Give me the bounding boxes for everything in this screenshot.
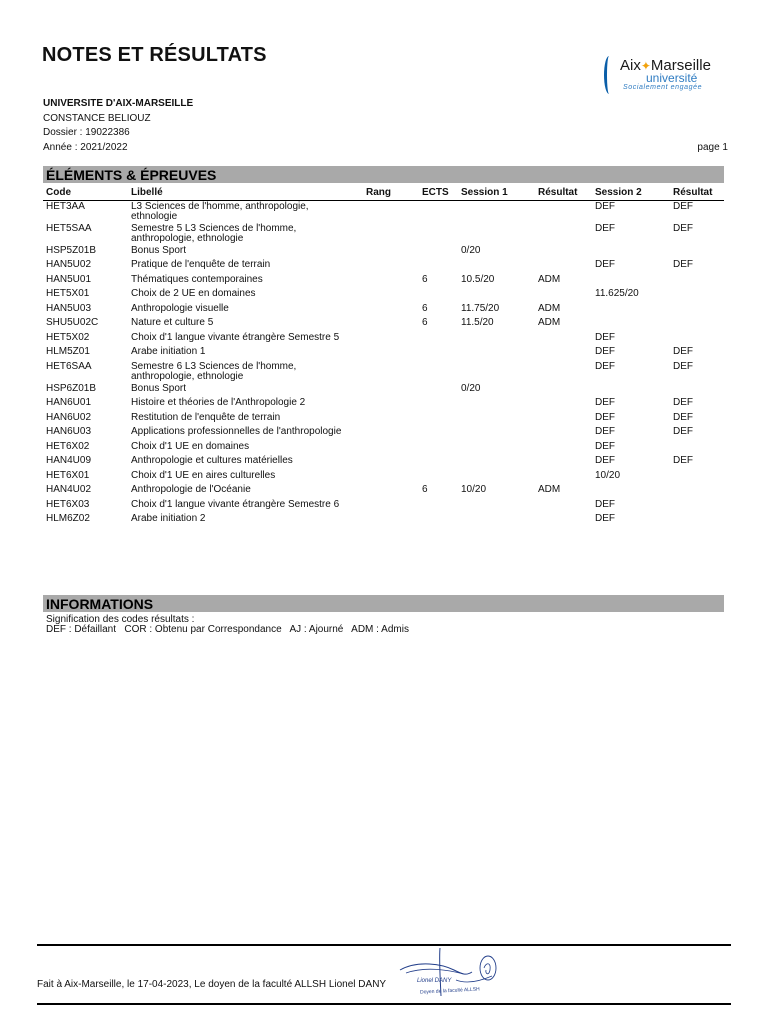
footer-divider-bottom xyxy=(37,1003,731,1005)
cell-session1 xyxy=(458,499,535,514)
cell-code: HAN5U03 xyxy=(46,302,92,314)
cell-result1 xyxy=(535,223,592,245)
cell-session1 xyxy=(458,346,535,361)
cell-result2 xyxy=(670,317,724,332)
cell-rang xyxy=(363,412,419,427)
cell-ects: 6 xyxy=(422,273,428,285)
cell-session2: 11.625/20 xyxy=(595,288,639,299)
results-legend xyxy=(46,615,409,635)
cell-result2 xyxy=(670,513,724,528)
logo-university-text: université xyxy=(646,71,698,85)
cell-ects xyxy=(419,426,458,441)
logo-name-part1: Aix xyxy=(620,57,641,74)
cell-result1 xyxy=(535,513,592,528)
cell-label: Applications professionnelles de l'anthropologie xyxy=(131,426,342,437)
cell-session1 xyxy=(458,288,535,303)
cell-result2 xyxy=(670,303,724,318)
cell-result2: DEF xyxy=(673,259,693,270)
column-header-session2: Session 2 xyxy=(592,185,670,200)
table-row xyxy=(43,484,724,499)
table-row xyxy=(43,426,724,441)
cell-session2 xyxy=(592,274,670,289)
cell-rang xyxy=(363,303,419,318)
cell-code: HET6SAA xyxy=(46,360,92,372)
cell-label: Semestre 6 L3 Sciences de l'homme, anthropologie, ethnologie xyxy=(131,360,297,382)
cell-result2: DEF xyxy=(673,222,693,234)
cell-result2 xyxy=(670,383,724,398)
cell-session1: 10/20 xyxy=(461,484,487,495)
cell-session1: 10.5/20 xyxy=(461,273,495,285)
footer-statement: Fait à Aix-Marseille, le 17-04-2023, Le doyen de la faculté ALLSH Lionel DANY xyxy=(37,979,387,990)
cell-label: Pratique de l'enquête de terrain xyxy=(131,259,271,270)
cell-session1 xyxy=(458,441,535,456)
cell-label: Thématiques contemporaines xyxy=(131,273,263,285)
cell-code: HET6X01 xyxy=(46,469,90,481)
cell-session2: DEF xyxy=(595,200,615,212)
cell-rang xyxy=(363,513,419,528)
cell-code: HET6X02 xyxy=(46,440,90,452)
cell-result1 xyxy=(535,332,592,347)
cell-session1 xyxy=(458,259,535,274)
cell-rang xyxy=(363,245,419,260)
logo-star-icon: ✦ xyxy=(640,59,651,73)
cell-rang xyxy=(363,470,419,485)
cell-label: Choix de 2 UE en domaines xyxy=(131,288,256,299)
cell-session1 xyxy=(458,455,535,470)
cell-label: Anthropologie visuelle xyxy=(131,302,229,314)
cell-result2 xyxy=(670,484,724,499)
student-name: CONSTANCE BELIOUZ xyxy=(43,113,151,124)
cell-session1 xyxy=(458,200,535,223)
cell-session2: 10/20 xyxy=(595,469,621,481)
cell-session2: DEF xyxy=(595,426,615,437)
cell-result2 xyxy=(670,441,724,456)
signature-name: Lionel DANY xyxy=(417,978,452,984)
cell-session1 xyxy=(458,513,535,528)
cell-session2: DEF xyxy=(595,411,615,423)
cell-session2: DEF xyxy=(595,397,615,408)
dossier-number: Dossier : 19022386 xyxy=(43,127,130,138)
cell-result2 xyxy=(670,274,724,289)
cell-result2: DEF xyxy=(673,346,693,357)
cell-session2 xyxy=(592,303,670,318)
cell-result2: DEF xyxy=(673,455,693,466)
cell-session1 xyxy=(458,397,535,412)
cell-result2: DEF xyxy=(673,426,693,437)
cell-label: Choix d'1 langue vivante étrangère Semestre 5 xyxy=(131,331,340,343)
cell-code: SHU5U02C xyxy=(46,317,99,328)
cell-result1 xyxy=(535,412,592,427)
cell-session2: DEF xyxy=(595,440,615,452)
cell-result1 xyxy=(535,397,592,412)
cell-ects xyxy=(419,412,458,427)
column-header-code: Code xyxy=(43,185,128,200)
legend-title: Signification des codes résultats : xyxy=(46,614,195,625)
cell-result2 xyxy=(670,245,724,260)
informations-section-heading: INFORMATIONS xyxy=(43,595,724,612)
cell-session1 xyxy=(458,332,535,347)
cell-code: HSP6Z01B xyxy=(46,382,97,394)
cell-code: HET5X01 xyxy=(46,288,90,299)
cell-label: Choix d'1 UE en aires culturelles xyxy=(131,469,276,481)
table-row xyxy=(43,223,724,245)
table-row xyxy=(43,245,724,260)
elements-section-heading: ÉLÉMENTS & ÉPREUVES xyxy=(43,166,724,183)
cell-rang xyxy=(363,274,419,289)
cell-rang xyxy=(363,259,419,274)
logo-arc-icon xyxy=(604,56,614,94)
legend-codes: DEF : Défaillant COR : Obtenu par Correspondance AJ : Ajourné ADM : Admis xyxy=(46,624,409,635)
cell-result1 xyxy=(535,426,592,441)
footer-divider-top xyxy=(37,944,731,946)
cell-code: HLM6Z02 xyxy=(46,513,90,524)
table-row xyxy=(43,274,724,289)
table-row xyxy=(43,383,724,398)
signature-title: Doyen de la faculté ALLSH xyxy=(419,986,480,996)
cell-result1 xyxy=(535,361,592,383)
cell-rang xyxy=(363,288,419,303)
cell-code: HAN4U09 xyxy=(46,455,92,466)
cell-session1 xyxy=(458,361,535,383)
table-header-row xyxy=(43,185,724,200)
cell-session1: 11.75/20 xyxy=(461,302,500,314)
cell-session1 xyxy=(458,470,535,485)
university-name: UNIVERSITE D'AIX-MARSEILLE xyxy=(43,98,194,109)
table-row xyxy=(43,288,724,303)
cell-ects: 6 xyxy=(422,302,428,314)
column-header-session1: Session 1 xyxy=(458,185,535,200)
cell-session2 xyxy=(592,317,670,332)
cell-label: Anthropologie de l'Océanie xyxy=(131,484,251,495)
cell-rang xyxy=(363,332,419,347)
cell-ects: 6 xyxy=(422,317,428,328)
cell-session1 xyxy=(458,223,535,245)
cell-result1 xyxy=(535,346,592,361)
cell-ects xyxy=(419,383,458,398)
cell-ects xyxy=(419,361,458,383)
cell-label: Choix d'1 langue vivante étrangère Semestre 6 xyxy=(131,498,340,510)
cell-ects xyxy=(419,200,458,223)
cell-code: HAN6U03 xyxy=(46,426,92,437)
cell-rang xyxy=(363,200,419,223)
cell-session2 xyxy=(592,484,670,499)
cell-ects xyxy=(419,346,458,361)
logo-name-part2: Marseille xyxy=(650,57,711,74)
cell-result1 xyxy=(535,455,592,470)
cell-session2: DEF xyxy=(595,259,615,270)
cell-ects xyxy=(419,332,458,347)
cell-code: HET5X02 xyxy=(46,331,90,343)
cell-code: HAN4U02 xyxy=(46,484,92,495)
cell-ects xyxy=(419,259,458,274)
column-header-label: Libellé xyxy=(128,185,363,200)
table-row xyxy=(43,303,724,318)
cell-code: HAN6U01 xyxy=(46,397,92,408)
dean-signature xyxy=(396,946,500,998)
cell-label: Arabe initiation 2 xyxy=(131,513,206,524)
cell-ects xyxy=(419,513,458,528)
cell-code: HAN5U01 xyxy=(46,273,92,285)
cell-result2: DEF xyxy=(673,411,693,423)
cell-session2: DEF xyxy=(595,360,615,372)
cell-session2: DEF xyxy=(595,222,615,234)
cell-label: L3 Sciences de l'homme, anthropologie, ethnologie xyxy=(131,200,309,222)
cell-label: Semestre 5 L3 Sciences de l'homme, anthropologie, ethnologie xyxy=(131,222,297,244)
cell-rang xyxy=(363,397,419,412)
cell-rang xyxy=(363,223,419,245)
cell-code: HLM5Z01 xyxy=(46,346,90,357)
cell-result1 xyxy=(535,200,592,223)
table-row xyxy=(43,470,724,485)
cell-label: Bonus Sport xyxy=(131,244,187,256)
cell-session1 xyxy=(458,426,535,441)
cell-session2 xyxy=(592,245,670,260)
cell-result1: ADM xyxy=(538,302,561,314)
cell-result1: ADM xyxy=(538,273,561,285)
cell-code: HET5SAA xyxy=(46,222,92,234)
column-header-rang: Rang xyxy=(363,185,419,200)
cell-session2: DEF xyxy=(595,346,615,357)
cell-session1: 0/20 xyxy=(461,382,481,394)
cell-rang xyxy=(363,441,419,456)
cell-session1: 0/20 xyxy=(461,244,481,256)
cell-ects xyxy=(419,288,458,303)
university-logo xyxy=(604,54,734,98)
document-title: NOTES ET RÉSULTATS xyxy=(42,44,267,66)
cell-rang xyxy=(363,361,419,383)
table-row xyxy=(43,317,724,332)
cell-rang xyxy=(363,484,419,499)
cell-session2: DEF xyxy=(595,498,615,510)
cell-result2 xyxy=(670,499,724,514)
cell-ects: 6 xyxy=(422,484,428,495)
cell-code: HAN6U02 xyxy=(46,411,92,423)
cell-label: Bonus Sport xyxy=(131,382,187,394)
cell-ects xyxy=(419,245,458,260)
cell-result2 xyxy=(670,332,724,347)
academic-year: Année : 2021/2022 xyxy=(43,142,128,153)
cell-code: HET6X03 xyxy=(46,498,90,510)
cell-session1: 11.5/20 xyxy=(461,317,494,328)
column-header-ects: ECTS xyxy=(419,185,458,200)
cell-session1 xyxy=(458,412,535,427)
column-header-result2: Résultat xyxy=(670,185,724,200)
cell-result2: DEF xyxy=(673,360,693,372)
logo-tagline: Socialement engagée xyxy=(623,84,703,91)
cell-result1 xyxy=(535,441,592,456)
cell-result1: ADM xyxy=(538,317,561,328)
cell-result2 xyxy=(670,470,724,485)
page-number: page 1 xyxy=(697,142,728,153)
cell-result2 xyxy=(670,288,724,303)
cell-session2: DEF xyxy=(595,455,615,466)
table-row xyxy=(43,499,724,514)
grades-table xyxy=(43,185,724,528)
cell-result1 xyxy=(535,499,592,514)
cell-label: Nature et culture 5 xyxy=(131,317,214,328)
table-row xyxy=(43,332,724,347)
table-row xyxy=(43,441,724,456)
cell-label: Histoire et théories de l'Anthropologie 2 xyxy=(131,397,306,408)
cell-rang xyxy=(363,499,419,514)
cell-ects xyxy=(419,499,458,514)
table-row xyxy=(43,346,724,361)
cell-ects xyxy=(419,223,458,245)
cell-ects xyxy=(419,397,458,412)
cell-ects xyxy=(419,470,458,485)
table-row xyxy=(43,397,724,412)
cell-result1 xyxy=(535,259,592,274)
cell-session2: DEF xyxy=(595,513,615,524)
table-row xyxy=(43,200,724,223)
column-header-result1: Résultat xyxy=(535,185,592,200)
cell-label: Anthropologie et cultures matérielles xyxy=(131,455,293,466)
cell-rang xyxy=(363,383,419,398)
cell-result1 xyxy=(535,245,592,260)
grades-table-body xyxy=(43,200,724,528)
table-row xyxy=(43,513,724,528)
cell-session2 xyxy=(592,383,670,398)
cell-result1: ADM xyxy=(538,484,561,495)
cell-code: HET3AA xyxy=(46,200,85,212)
cell-result1 xyxy=(535,470,592,485)
cell-code: HSP5Z01B xyxy=(46,244,97,256)
table-row xyxy=(43,259,724,274)
cell-session2: DEF xyxy=(595,331,615,343)
table-row xyxy=(43,412,724,427)
cell-code: HAN5U02 xyxy=(46,259,92,270)
cell-result1 xyxy=(535,288,592,303)
cell-ects xyxy=(419,441,458,456)
table-row xyxy=(43,455,724,470)
cell-ects xyxy=(419,455,458,470)
cell-label: Choix d'1 UE en domaines xyxy=(131,440,250,452)
cell-result2: DEF xyxy=(673,397,693,408)
cell-rang xyxy=(363,346,419,361)
cell-label: Restitution de l'enquête de terrain xyxy=(131,411,281,423)
cell-rang xyxy=(363,317,419,332)
cell-rang xyxy=(363,455,419,470)
cell-result2: DEF xyxy=(673,200,693,212)
table-row xyxy=(43,361,724,383)
cell-label: Arabe initiation 1 xyxy=(131,346,206,357)
cell-rang xyxy=(363,426,419,441)
cell-result1 xyxy=(535,383,592,398)
